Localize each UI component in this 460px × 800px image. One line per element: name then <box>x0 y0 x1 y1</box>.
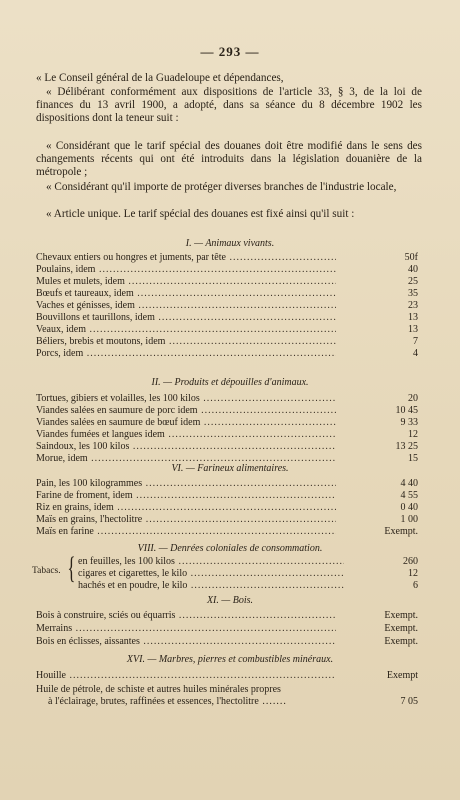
paragraph-5: « Article unique. Le tarif spécial des douanes est fixé ainsi qu'il suit : <box>46 208 355 220</box>
tariff-row: hachés et en poudre, le kilo ..... 6 <box>36 580 418 591</box>
tariff-row: Tortues, gibiers et volailles, les 100 kilos ..... 20 <box>36 393 418 404</box>
tariff-row: Riz en grains, idem ..... 0 40 <box>36 502 418 513</box>
tariff-row: Houille ..... Exempt <box>36 670 418 681</box>
page-number: — 293 — <box>200 44 260 59</box>
tariff-row: Béliers, brebis et moutons, idem ..... 7 <box>36 336 418 347</box>
tariff-row: Bois en éclisses, aissantes ..... Exempt. <box>36 636 418 647</box>
section-title: I. — Animaux vivants. <box>185 238 275 249</box>
tariff-row: Maïs en farine ..... Exempt. <box>36 526 418 537</box>
tariff-row: Chevaux entiers ou hongres et juments, par tête ..... 50f <box>36 252 418 263</box>
paragraph-2: « Délibérant conformément aux dispositions de l'article 33, § 3, de la loi de finances du 13 avril 1900, a adopté, dans sa séance du 8 décembre 1902 les dispositions dont la teneur suit : <box>36 86 422 125</box>
tariff-row: Veaux, idem ..... 13 <box>36 324 418 335</box>
tariff-row: Viandes salées en saumure de bœuf idem ..... 9 33 <box>36 417 418 428</box>
tariff-row-multiline: Huile de pétrole, de schiste et autres huiles minérales propres à l'éclairage, brutes, raffinées et essences, l'hectolitre ....... 7 05 <box>36 684 418 707</box>
tariff-row: Morue, idem ..... 15 <box>36 453 418 464</box>
tariff-row: Bois à construire, sciés ou équarris ..... Exempt. <box>36 610 418 621</box>
tariff-row: en feuilles, les 100 kilos ..... 260 <box>36 556 418 567</box>
tariff-row: Farine de froment, idem ..... 4 55 <box>36 490 418 501</box>
item-line: à l'éclairage, brutes, raffinées et essences, l'hectolitre <box>48 696 259 707</box>
item-line: Huile de pétrole, de schiste et autres huiles minérales propres <box>36 684 281 695</box>
section-title: XI. — Bois. <box>206 595 254 606</box>
tariff-row: cigares et cigarettes, le kilo ..... 12 <box>36 568 418 579</box>
tariff-row: Vaches et génisses, idem ..... 23 <box>36 300 418 311</box>
tariff-row: Bouvillons et taurillons, idem ..... 13 <box>36 312 418 323</box>
paragraph-4: « Considérant qu'il importe de protéger diverses branches de l'industrie locale, <box>46 181 397 193</box>
tariff-row: Viandes salées en saumure de porc idem ..... 10 45 <box>36 405 418 416</box>
paragraph-1: « Le Conseil général de la Guadeloupe et dépendances, <box>36 72 284 84</box>
paragraph-3: « Considérant que le tarif spécial des douanes doit être modifié dans le sens des changements récents qui ont été introduits dans la législation douanière de la métropole ; <box>36 140 422 179</box>
section-title: VI. — Farineux alimentaires. <box>171 463 289 474</box>
section-title: XVI. — Marbres, pierres et combustibles minéraux. <box>126 654 334 665</box>
tariff-row: Bœufs et taureaux, idem ..... 35 <box>36 288 418 299</box>
item-value: 7 05 <box>400 696 418 707</box>
tariff-row: Maïs en grains, l'hectolitre ..... 1 00 <box>36 514 418 525</box>
section-title: VIII. — Denrées coloniales de consommation. <box>137 543 323 554</box>
tariff-row: Pain, les 100 kilogrammes ..... 4 40 <box>36 478 418 489</box>
tariff-row: Poulains, idem ..... 40 <box>36 264 418 275</box>
tariff-row: Mules et mulets, idem ..... 25 <box>36 276 418 287</box>
tariff-row: Merrains ..... Exempt. <box>36 623 418 634</box>
tariff-row: Porcs, idem ..... 4 <box>36 348 418 359</box>
tariff-row: Saindoux, les 100 kilos ..... 13 25 <box>36 441 418 452</box>
tariff-row: Viandes fumées et langues idem ..... 12 <box>36 429 418 440</box>
group-label: Tabacs. <box>32 566 61 576</box>
section-title: II. — Produits et dépouilles d'animaux. <box>151 377 309 388</box>
brace-glyph: { <box>67 550 76 585</box>
